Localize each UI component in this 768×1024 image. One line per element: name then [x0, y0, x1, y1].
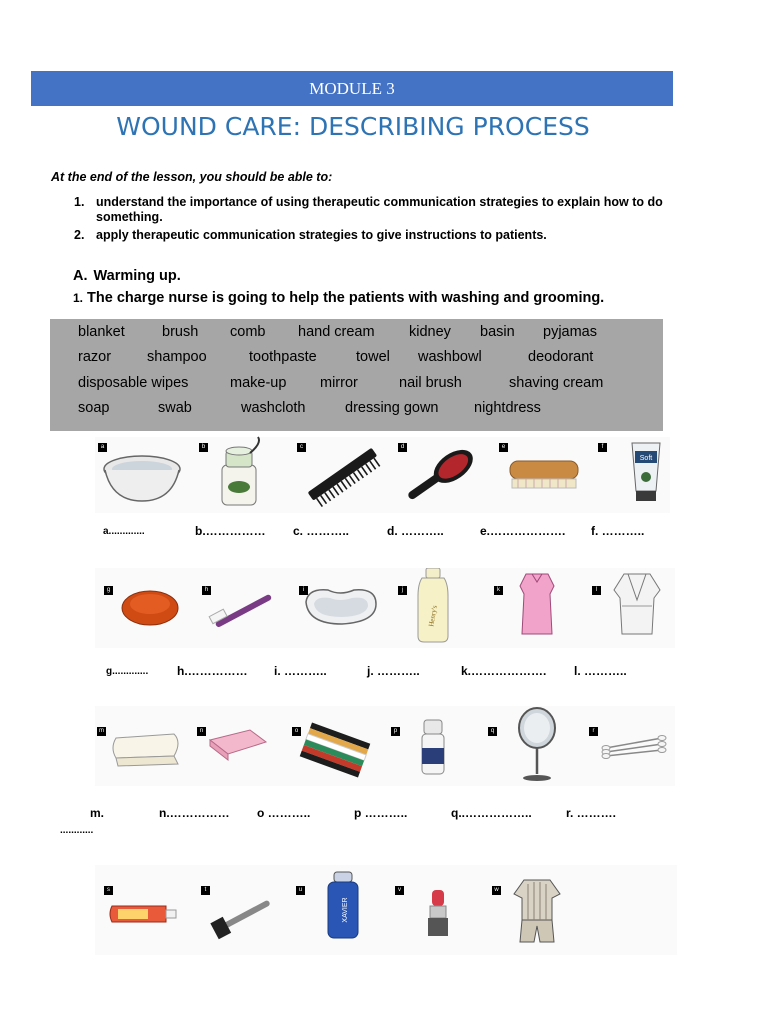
picture-label: b	[199, 443, 208, 452]
objective-1: 1. understand the importance of using therapeutic communication strategies to explain how to do something.	[74, 195, 663, 224]
picture-label: r	[589, 727, 598, 736]
word-item: washcloth	[241, 400, 306, 416]
picture-label: g	[104, 586, 113, 595]
dressing-gown-icon	[594, 570, 680, 646]
word-item: hand cream	[298, 324, 375, 340]
word-item: mirror	[320, 375, 358, 391]
answer-blank: o ………..	[257, 806, 311, 820]
picture-label: p	[391, 727, 400, 736]
picture-label: h	[202, 586, 211, 595]
answer-blank: m.	[90, 806, 105, 820]
module-banner: MODULE 3	[31, 71, 673, 106]
blanket-icon	[104, 712, 190, 788]
answer-blank: j. ………..	[367, 664, 420, 678]
washcloth-icon	[196, 712, 282, 788]
answer-blank: k.……………….	[461, 664, 547, 678]
word-item: pyjamas	[543, 324, 597, 340]
word-item: shaving cream	[509, 375, 604, 391]
shaving-cream-icon	[300, 870, 386, 946]
comb-icon	[300, 437, 386, 513]
product-label: Henry's	[427, 604, 439, 628]
make-up-icon	[396, 876, 482, 952]
picture-label: c	[297, 443, 306, 452]
answer-blank: h.……………	[177, 664, 248, 678]
razor-icon	[202, 876, 288, 952]
shampoo-bottle-icon	[390, 568, 476, 644]
word-bank	[50, 319, 663, 431]
picture-label: k	[494, 586, 503, 595]
hand-cream-tube-icon	[602, 437, 688, 513]
toothpaste-icon	[104, 876, 190, 952]
word-item: nail brush	[399, 375, 462, 391]
answer-blank: i. ………..	[274, 664, 327, 678]
word-item: razor	[78, 349, 112, 365]
word-item: swab	[158, 400, 192, 416]
word-item: toothpaste	[249, 349, 317, 365]
word-item: nightdress	[474, 400, 541, 416]
answer-blank: r. ……….	[566, 806, 617, 820]
hand-cream-jar-icon	[192, 435, 278, 511]
task-instruction: 1. The charge nurse is going to help the patients with washing and grooming.	[73, 290, 605, 306]
picture-label: n	[197, 727, 206, 736]
objective-2: 2. apply therapeutic communication strategies to give instructions to patients.	[74, 228, 547, 242]
kidney-basin-icon	[298, 572, 384, 648]
mirror-icon	[494, 706, 580, 782]
picture-label: m	[99, 728, 104, 734]
product-label: XAVIER	[342, 897, 349, 923]
answer-blank: e.……………….	[480, 524, 566, 538]
answer-blank: d. ………..	[387, 524, 444, 538]
word-item: towel	[356, 349, 390, 365]
picture-label: t	[201, 886, 210, 895]
picture-label: q	[488, 727, 497, 736]
page-title: WOUND CARE: DESCRIBING PROCESS	[116, 112, 590, 141]
word-item: dressing gown	[345, 400, 439, 416]
picture-label: d	[398, 443, 407, 452]
picture-label: w	[492, 886, 501, 895]
picture-label: l	[592, 586, 601, 595]
picture-label: o	[292, 727, 301, 736]
pyjamas-icon	[494, 876, 580, 952]
picture-label: e	[499, 443, 508, 452]
product-label: Soft	[639, 455, 653, 462]
swab-icon	[592, 712, 678, 788]
answer-blank: ............	[60, 825, 94, 836]
picture-label: v	[395, 886, 404, 895]
answer-blank: f. ………..	[591, 524, 645, 538]
picture-label: j	[398, 586, 407, 595]
word-item: comb	[230, 324, 266, 340]
deodorant-icon	[392, 712, 478, 788]
nail-brush-icon	[500, 437, 586, 513]
hairbrush-icon	[398, 437, 484, 513]
picture-label: a	[98, 443, 107, 452]
section-heading: A. Warming up.	[73, 268, 181, 284]
picture-label: s	[104, 886, 113, 895]
picture-label: i	[299, 586, 308, 595]
answer-blank: q..……………..	[451, 806, 532, 820]
picture-label: u	[296, 886, 305, 895]
answer-blank: n.……………	[159, 806, 230, 820]
word-item: soap	[78, 400, 110, 416]
nightdress-icon	[494, 570, 580, 646]
word-item: deodorant	[528, 349, 594, 365]
picture-label: f	[598, 443, 607, 452]
word-item: washbowl	[418, 349, 482, 365]
washbowl-icon	[98, 437, 184, 513]
word-item: basin	[480, 324, 515, 340]
objectives-intro: At the end of the lesson, you should be able to:	[51, 170, 333, 184]
word-item: blanket	[78, 324, 125, 340]
word-item: kidney	[409, 324, 451, 340]
word-item: disposable wipes	[78, 375, 189, 391]
word-item: shampoo	[147, 349, 207, 365]
toothbrush-icon	[200, 572, 286, 648]
answer-blank: b.……………	[195, 524, 266, 538]
soap-icon	[110, 570, 196, 646]
answer-blank: c. ………..	[293, 524, 350, 538]
answer-blank: l. ………..	[574, 664, 627, 678]
towel-icon	[292, 712, 378, 788]
answer-blank: p ………..	[354, 806, 408, 820]
word-item: brush	[162, 324, 199, 340]
answer-blank: a.............	[103, 526, 145, 537]
word-item: make-up	[230, 375, 287, 391]
answer-blank: g.............	[106, 666, 149, 677]
